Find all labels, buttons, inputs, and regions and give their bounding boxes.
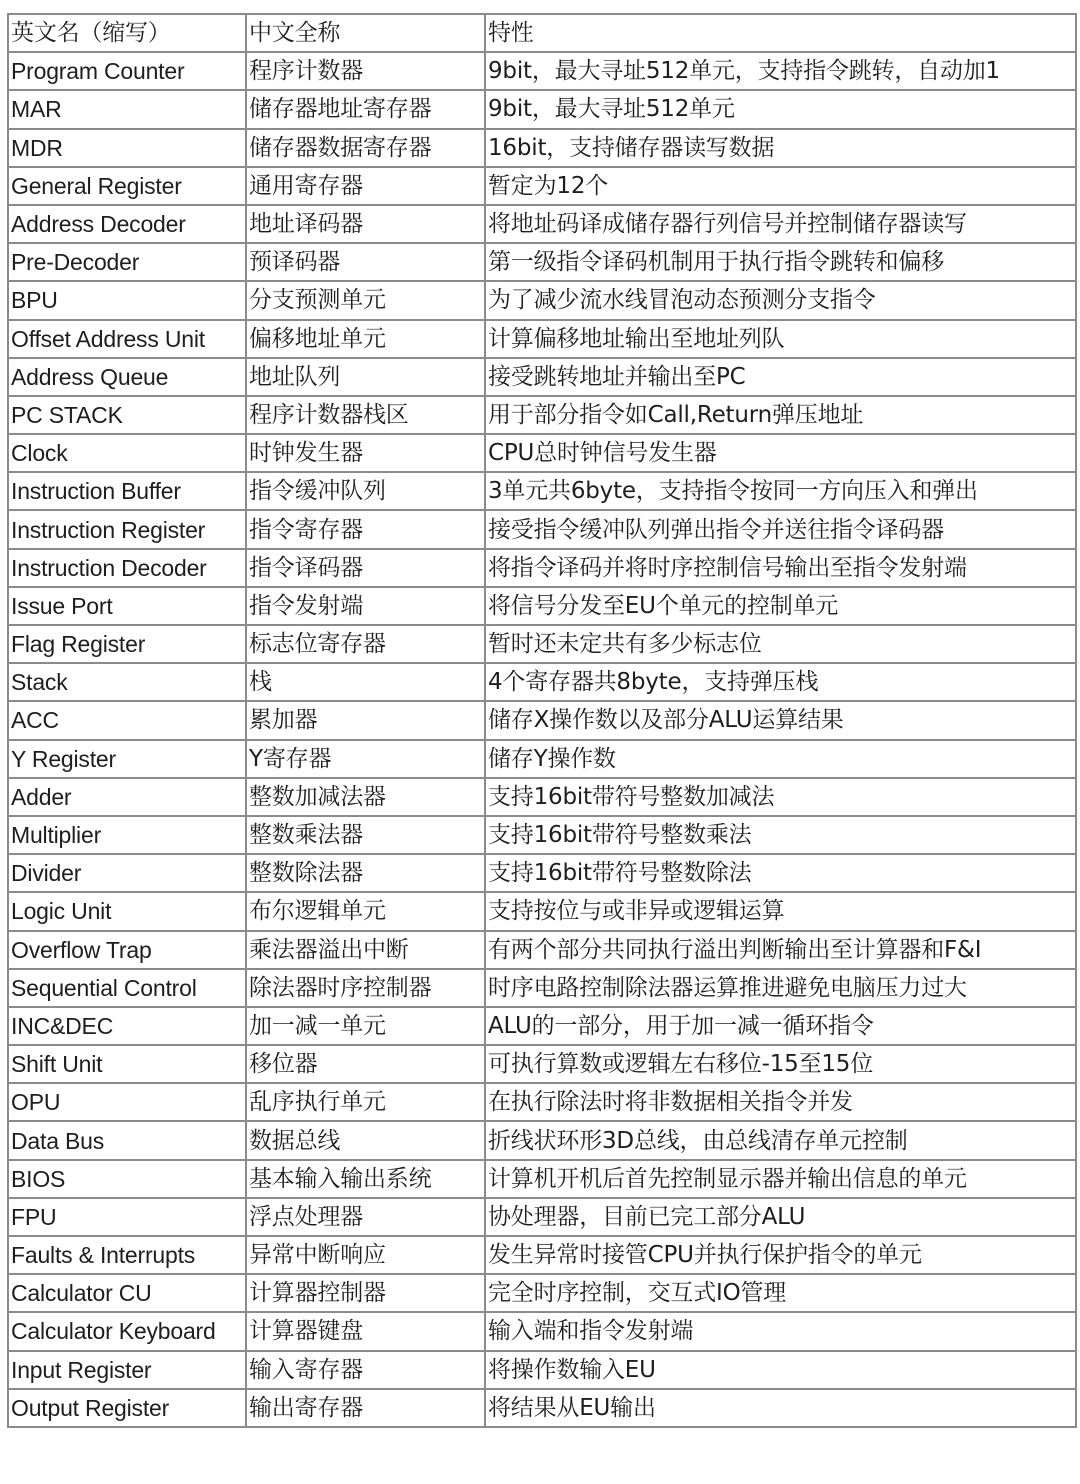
- table-row: [8, 205, 1076, 243]
- table-row: [8, 129, 1076, 167]
- cell-english-name: Address Decoder: [8, 205, 246, 243]
- cell-chinese-name: 计算器控制器: [246, 1274, 485, 1312]
- cell-chinese-name: 程序计数器: [246, 52, 485, 90]
- cell-features: 在执行除法时将非数据相关指令并发: [485, 1083, 1076, 1121]
- table-row: [8, 320, 1076, 358]
- cell-features: 3单元共6byte，支持指令按同一方向压入和弹出: [485, 472, 1076, 510]
- cell-chinese-name: 地址译码器: [246, 205, 485, 243]
- header-english-name: 英文名（缩写）: [8, 14, 246, 52]
- cell-features: 储存X操作数以及部分ALU运算结果: [485, 701, 1076, 739]
- table-row: [8, 167, 1076, 205]
- cell-english-name: MAR: [8, 90, 246, 128]
- cell-chinese-name: 地址队列: [246, 358, 485, 396]
- header-features: 特性: [485, 14, 1076, 52]
- table-row: [8, 243, 1076, 281]
- cell-features: 用于部分指令如Call,Return弹压地址: [485, 396, 1076, 434]
- table-row: [8, 1198, 1076, 1236]
- cell-features: 有两个部分共同执行溢出判断输出至计算器和F&I: [485, 931, 1076, 969]
- cell-features: 协处理器，目前已完工部分ALU: [485, 1198, 1076, 1236]
- table-row: [8, 969, 1076, 1007]
- cell-chinese-name: 偏移地址单元: [246, 320, 485, 358]
- cell-features: 将操作数输入EU: [485, 1351, 1076, 1389]
- cell-english-name: BIOS: [8, 1160, 246, 1198]
- cell-english-name: MDR: [8, 129, 246, 167]
- cell-features: 将地址码译成储存器行列信号并控制储存器读写: [485, 205, 1076, 243]
- cell-chinese-name: 整数乘法器: [246, 816, 485, 854]
- table-row: [8, 892, 1076, 930]
- cell-english-name: Divider: [8, 854, 246, 892]
- cell-chinese-name: 指令寄存器: [246, 510, 485, 548]
- cell-features: 支持16bit带符号整数乘法: [485, 816, 1076, 854]
- cell-english-name: Shift Unit: [8, 1045, 246, 1083]
- cell-english-name: Issue Port: [8, 587, 246, 625]
- table-row: [8, 1351, 1076, 1389]
- cell-features: 暂定为12个: [485, 167, 1076, 205]
- cell-features: 计算机开机后首先控制显示器并输出信息的单元: [485, 1160, 1076, 1198]
- cell-chinese-name: 乘法器溢出中断: [246, 931, 485, 969]
- cell-chinese-name: 预译码器: [246, 243, 485, 281]
- table-row: [8, 587, 1076, 625]
- cell-english-name: Instruction Register: [8, 510, 246, 548]
- cell-features: CPU总时钟信号发生器: [485, 434, 1076, 472]
- cell-english-name: Multiplier: [8, 816, 246, 854]
- cell-features: 暂时还未定共有多少标志位: [485, 625, 1076, 663]
- cell-chinese-name: 程序计数器栈区: [246, 396, 485, 434]
- cell-features: 9bit，最大寻址512单元，支持指令跳转，自动加1: [485, 52, 1076, 90]
- cell-chinese-name: 加一减一单元: [246, 1007, 485, 1045]
- cell-english-name: Flag Register: [8, 625, 246, 663]
- cell-features: ALU的一部分，用于加一减一循环指令: [485, 1007, 1076, 1045]
- table-row: [8, 1007, 1076, 1045]
- cell-chinese-name: 移位器: [246, 1045, 485, 1083]
- table-row: [8, 1121, 1076, 1159]
- cell-english-name: Clock: [8, 434, 246, 472]
- cell-features: 支持16bit带符号整数加减法: [485, 778, 1076, 816]
- cell-english-name: Instruction Decoder: [8, 549, 246, 587]
- cell-english-name: Stack: [8, 663, 246, 701]
- cell-features: 时序电路控制除法器运算推进避免电脑压力过大: [485, 969, 1076, 1007]
- cell-english-name: Y Register: [8, 740, 246, 778]
- cell-features: 16bit，支持储存器读写数据: [485, 129, 1076, 167]
- table-row: [8, 281, 1076, 319]
- cell-chinese-name: 布尔逻辑单元: [246, 892, 485, 930]
- table-row: [8, 931, 1076, 969]
- cell-chinese-name: 乱序执行单元: [246, 1083, 485, 1121]
- cell-chinese-name: 累加器: [246, 701, 485, 739]
- cell-features: 发生异常时接管CPU并执行保护指令的单元: [485, 1236, 1076, 1274]
- table-row: [8, 90, 1076, 128]
- cell-features: 将指令译码并将时序控制信号输出至指令发射端: [485, 549, 1076, 587]
- cell-english-name: Overflow Trap: [8, 931, 246, 969]
- cell-english-name: Input Register: [8, 1351, 246, 1389]
- cell-chinese-name: 时钟发生器: [246, 434, 485, 472]
- cell-features: 支持16bit带符号整数除法: [485, 854, 1076, 892]
- table-row: [8, 358, 1076, 396]
- table-row: [8, 663, 1076, 701]
- cpu-components-table: [7, 13, 1077, 1428]
- table-row: [8, 778, 1076, 816]
- cell-chinese-name: 整数加减法器: [246, 778, 485, 816]
- cell-english-name: Offset Address Unit: [8, 320, 246, 358]
- cell-features: 第一级指令译码机制用于执行指令跳转和偏移: [485, 243, 1076, 281]
- cell-english-name: Calculator CU: [8, 1274, 246, 1312]
- cell-english-name: ACC: [8, 701, 246, 739]
- table-row: [8, 854, 1076, 892]
- table-row: [8, 701, 1076, 739]
- cell-features: 支持按位与或非异或逻辑运算: [485, 892, 1076, 930]
- cell-chinese-name: 数据总线: [246, 1121, 485, 1159]
- table-row: [8, 396, 1076, 434]
- cpu-components-table-container: [7, 13, 1075, 1428]
- cell-features: 将结果从EU输出: [485, 1389, 1076, 1427]
- cell-english-name: FPU: [8, 1198, 246, 1236]
- cell-chinese-name: 储存器地址寄存器: [246, 90, 485, 128]
- cell-features: 9bit，最大寻址512单元: [485, 90, 1076, 128]
- cell-english-name: BPU: [8, 281, 246, 319]
- cell-english-name: Logic Unit: [8, 892, 246, 930]
- table-row: [8, 1160, 1076, 1198]
- cell-features: 为了减少流水线冒泡动态预测分支指令: [485, 281, 1076, 319]
- cell-chinese-name: 浮点处理器: [246, 1198, 485, 1236]
- cell-chinese-name: 标志位寄存器: [246, 625, 485, 663]
- cell-features: 4个寄存器共8byte，支持弹压栈: [485, 663, 1076, 701]
- cell-chinese-name: 储存器数据寄存器: [246, 129, 485, 167]
- cell-chinese-name: 指令缓冲队列: [246, 472, 485, 510]
- cell-chinese-name: 指令译码器: [246, 549, 485, 587]
- cell-english-name: INC&DEC: [8, 1007, 246, 1045]
- cell-english-name: Adder: [8, 778, 246, 816]
- cell-english-name: PC STACK: [8, 396, 246, 434]
- cell-english-name: Faults & Interrupts: [8, 1236, 246, 1274]
- cell-chinese-name: 分支预测单元: [246, 281, 485, 319]
- cell-chinese-name: 异常中断响应: [246, 1236, 485, 1274]
- table-row: [8, 1083, 1076, 1121]
- cell-features: 储存Y操作数: [485, 740, 1076, 778]
- table-row: [8, 1274, 1076, 1312]
- cell-chinese-name: 输入寄存器: [246, 1351, 485, 1389]
- cell-chinese-name: Y寄存器: [246, 740, 485, 778]
- cell-chinese-name: 通用寄存器: [246, 167, 485, 205]
- table-row: [8, 549, 1076, 587]
- table-row: [8, 510, 1076, 548]
- cell-chinese-name: 栈: [246, 663, 485, 701]
- cell-english-name: Sequential Control: [8, 969, 246, 1007]
- cell-chinese-name: 指令发射端: [246, 587, 485, 625]
- cell-english-name: Output Register: [8, 1389, 246, 1427]
- cell-features: 接受跳转地址并输出至PC: [485, 358, 1076, 396]
- cell-english-name: Address Queue: [8, 358, 246, 396]
- table-row: [8, 816, 1076, 854]
- cell-english-name: Pre-Decoder: [8, 243, 246, 281]
- cell-features: 接受指令缓冲队列弹出指令并送往指令译码器: [485, 510, 1076, 548]
- cell-chinese-name: 基本输入输出系统: [246, 1160, 485, 1198]
- cell-english-name: Program Counter: [8, 52, 246, 90]
- cell-features: 可执行算数或逻辑左右移位-15至15位: [485, 1045, 1076, 1083]
- table-row: [8, 625, 1076, 663]
- cell-chinese-name: 除法器时序控制器: [246, 969, 485, 1007]
- header-chinese-name: 中文全称: [246, 14, 485, 52]
- table-row: [8, 1389, 1076, 1427]
- cell-english-name: Data Bus: [8, 1121, 246, 1159]
- table-row: [8, 1236, 1076, 1274]
- cell-chinese-name: 整数除法器: [246, 854, 485, 892]
- cell-english-name: Instruction Buffer: [8, 472, 246, 510]
- cell-features: 折线状环形3D总线，由总线清存单元控制: [485, 1121, 1076, 1159]
- cell-features: 将信号分发至EU个单元的控制单元: [485, 587, 1076, 625]
- cell-english-name: Calculator Keyboard: [8, 1312, 246, 1350]
- cell-chinese-name: 计算器键盘: [246, 1312, 485, 1350]
- table-row: [8, 1312, 1076, 1350]
- table-body: [8, 52, 1076, 1427]
- table-header-row: [8, 14, 1076, 52]
- cell-features: 计算偏移地址输出至地址列队: [485, 320, 1076, 358]
- cell-chinese-name: 输出寄存器: [246, 1389, 485, 1427]
- table-row: [8, 52, 1076, 90]
- table-row: [8, 472, 1076, 510]
- table-row: [8, 434, 1076, 472]
- cell-features: 完全时序控制，交互式IO管理: [485, 1274, 1076, 1312]
- table-row: [8, 740, 1076, 778]
- table-row: [8, 1045, 1076, 1083]
- cell-features: 输入端和指令发射端: [485, 1312, 1076, 1350]
- cell-english-name: General Register: [8, 167, 246, 205]
- cell-english-name: OPU: [8, 1083, 246, 1121]
